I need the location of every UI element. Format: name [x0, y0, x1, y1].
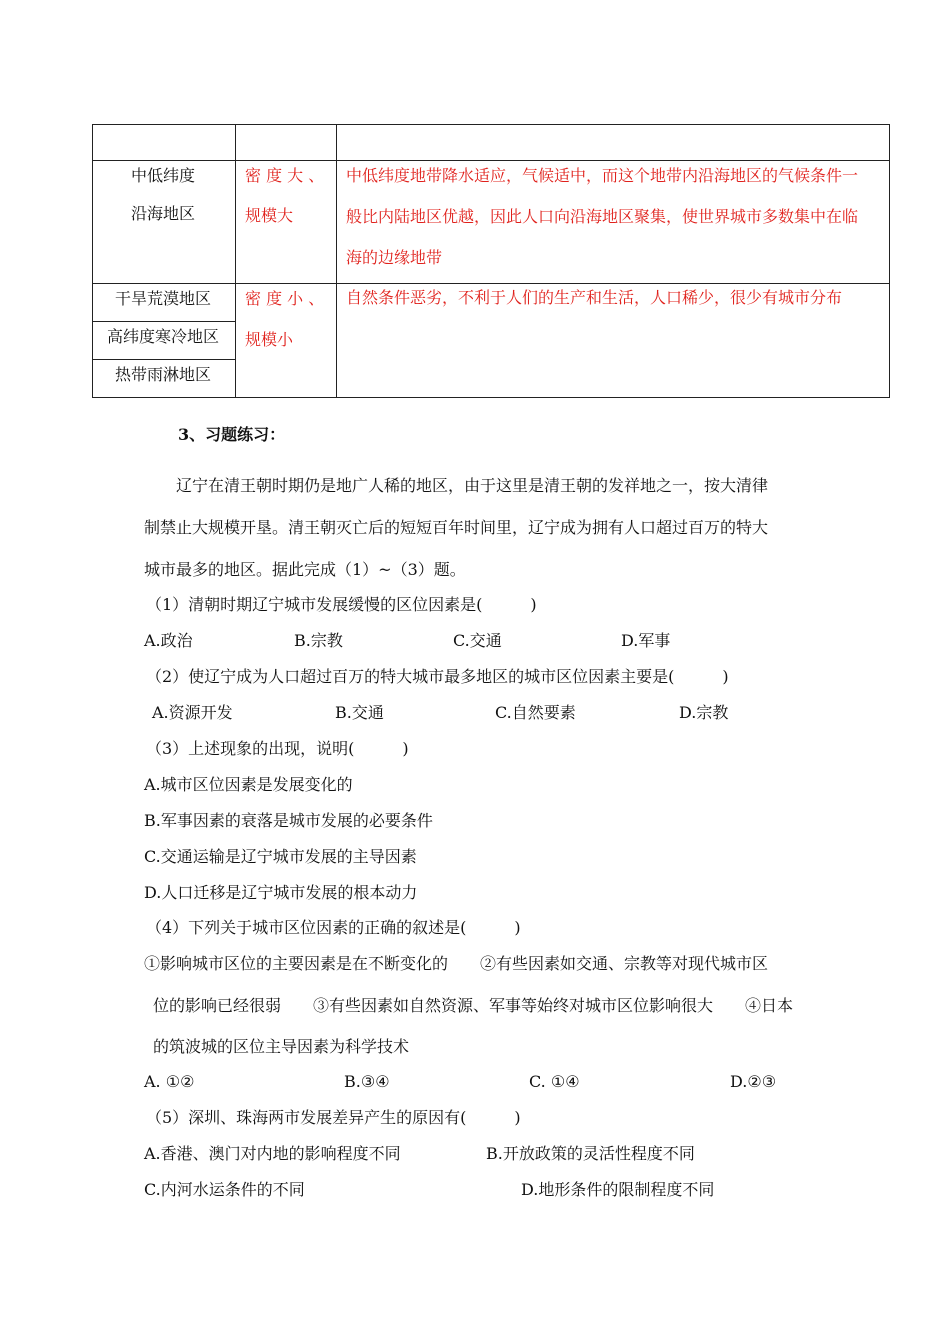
- table-region-cell: 沿海地区: [131, 204, 196, 223]
- table-region-cell: 干旱荒漠地区: [115, 289, 212, 308]
- question-2-option-c: C.自然要素: [495, 703, 576, 722]
- table-subrow-divider-1: [92, 321, 235, 322]
- question-3-option-a: A.城市区位因素是发展变化的: [144, 775, 353, 794]
- table-subrow-divider-2: [92, 359, 235, 360]
- question-2-option-b: B.交通: [335, 703, 384, 722]
- table-border-bottom: [92, 397, 890, 398]
- question-5-option-a: A.香港、澳门对内地的影响程度不同: [144, 1144, 401, 1163]
- table-region-cell: 热带雨淋地区: [115, 365, 212, 384]
- question-1-option-a: A.政治: [144, 631, 193, 650]
- table-row-divider-2: [92, 283, 890, 284]
- table-row-divider-1: [92, 160, 890, 161]
- question-5-stem: （5）深圳、珠海两市发展差异产生的原因有( ): [146, 1108, 521, 1127]
- question-4-option-c: C. ①④: [529, 1072, 580, 1091]
- table-feature-cell: 规模小: [245, 330, 294, 349]
- question-3-option-b: B.军事因素的衰落是城市发展的必要条件: [144, 811, 433, 830]
- intro-line: 辽宁在清王朝时期仍是地广人稀的地区，由于这里是清王朝的发祥地之一，按大清律: [176, 476, 769, 495]
- question-2-stem: （2）使辽宁成为人口超过百万的特大城市最多地区的城市区位因素主要是( ): [146, 667, 729, 686]
- table-border-left: [92, 124, 93, 398]
- question-4-option-d: D.②③: [730, 1072, 777, 1091]
- question-3-option-d: D.人口迁移是辽宁城市发展的根本动力: [144, 883, 418, 902]
- intro-line: 城市最多的地区。据此完成（1）~（3）题。: [144, 560, 466, 579]
- question-4-option-b: B.③④: [344, 1072, 390, 1091]
- intro-line: 制禁止大规模开垦。清王朝灭亡后的短短百年时间里，辽宁成为拥有人口超过百万的特大: [144, 518, 769, 537]
- table-col-divider-2: [336, 124, 337, 398]
- question-4-stem: （4）下列关于城市区位因素的正确的叙述是( ): [146, 918, 521, 937]
- question-5-option-d: D.地形条件的限制程度不同: [521, 1180, 715, 1199]
- question-4-statement: ①影响城市区位的主要因素是在不断变化的 ②有些因素如交通、宗教等对现代城市区: [144, 954, 769, 973]
- table-border-top: [92, 124, 890, 125]
- table-feature-cell: 密 度 大 、: [245, 166, 325, 185]
- question-4-option-a: A. ①②: [144, 1072, 195, 1091]
- question-5-option-c: C.内河水运条件的不同: [144, 1180, 305, 1199]
- question-3-stem: （3）上述现象的出现，说明( ): [146, 739, 409, 758]
- table-reason-cell: 海的边缘地带: [346, 248, 443, 267]
- question-1-stem: （1）清朝时期辽宁城市发展缓慢的区位因素是( ): [146, 595, 537, 614]
- table-reason-cell: 般比内陆地区优越，因此人口向沿海地区聚集，使世界城市多数集中在临: [346, 207, 859, 226]
- table-region-cell: 中低纬度: [131, 166, 196, 185]
- table-feature-cell: 规模大: [245, 206, 294, 225]
- question-1-option-b: B.宗教: [294, 631, 343, 650]
- table-col-divider-1: [235, 124, 236, 398]
- question-4-statement: 的筑波城的区位主导因素为科学技术: [153, 1037, 410, 1056]
- table-border-right: [889, 124, 890, 398]
- question-5-option-b: B.开放政策的灵活性程度不同: [486, 1144, 695, 1163]
- table-region-cell: 高纬度寒冷地区: [107, 327, 220, 346]
- question-1-option-c: C.交通: [453, 631, 502, 650]
- table-reason-cell: 自然条件恶劣，不利于人们的生产和生活，人口稀少，很少有城市分布: [346, 288, 843, 307]
- question-2-option-a: A.资源开发: [152, 703, 233, 722]
- table-reason-cell: 中低纬度地带降水适应，气候适中，而这个地带内沿海地区的气候条件一: [346, 166, 859, 185]
- section-heading: 3、习题练习：: [178, 425, 286, 444]
- question-3-option-c: C.交通运输是辽宁城市发展的主导因素: [144, 847, 417, 866]
- question-4-statement: 位的影响已经很弱 ③有些因素如自然资源、军事等始终对城市区位影响很大 ④日本: [153, 996, 794, 1015]
- table-feature-cell: 密 度 小 、: [245, 289, 325, 308]
- question-2-option-d: D.宗教: [679, 703, 729, 722]
- question-1-option-d: D.军事: [621, 631, 671, 650]
